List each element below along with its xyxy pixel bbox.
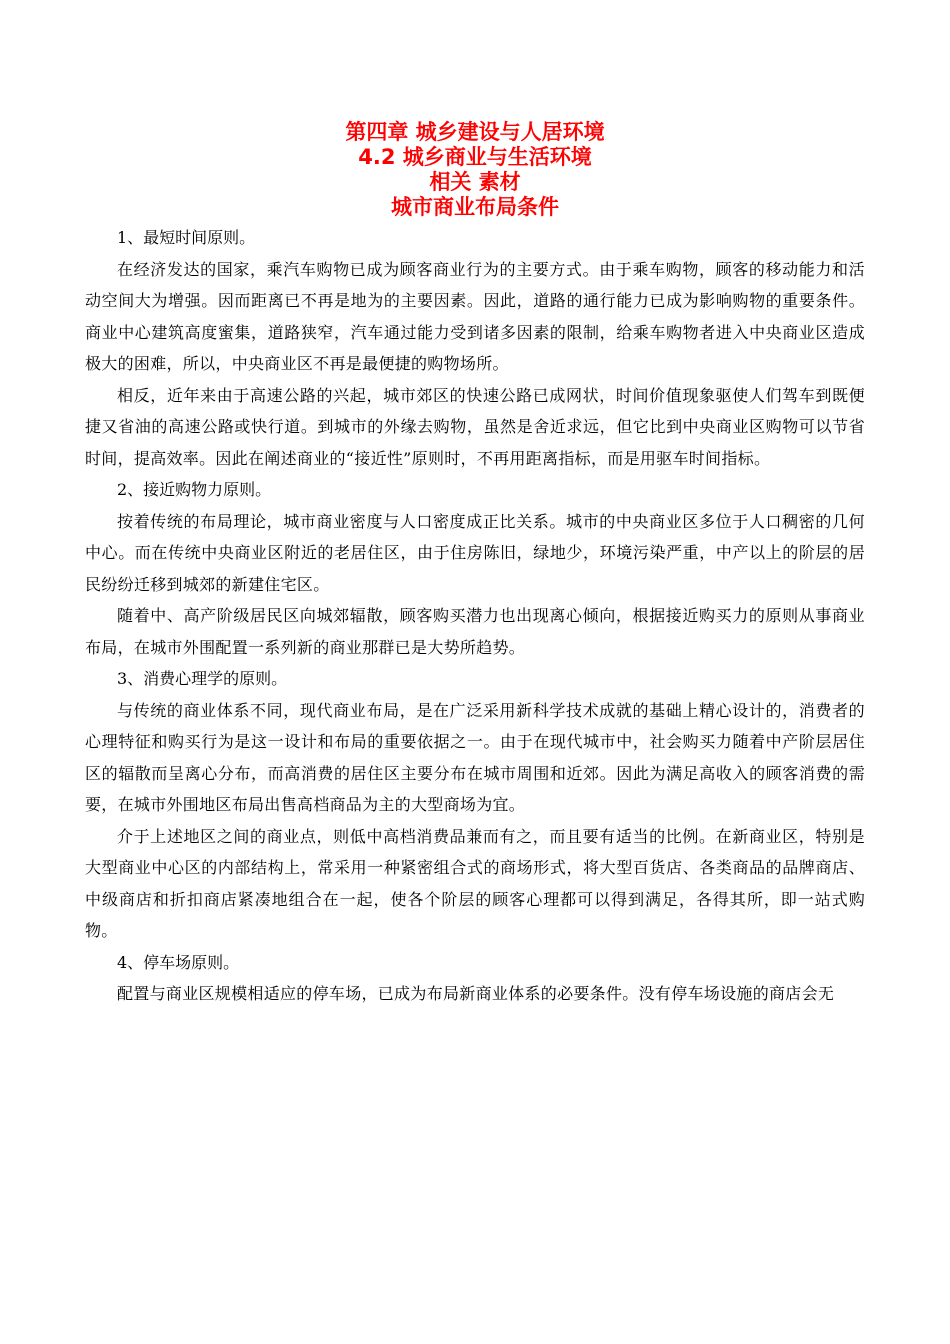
document-body: [85, 222, 865, 1010]
section-heading-2: 2、接近购物力原则。: [117, 480, 272, 499]
chapter-title: 第四章 城乡建设与人居环境: [345, 120, 605, 144]
section-heading-1: 1、最短时间原则。: [117, 228, 256, 247]
section-heading-4: 4、停车场原则。: [117, 952, 240, 972]
title-block: [0, 120, 950, 220]
paragraph: 随着中、高产阶级居民区向城郊辐散，顾客购买潜力也出现离心倾向，根据接近购买力的原则从事商业布局，在城市外围配置一系列新的商业那群已是大势所趋势。: [85, 606, 865, 657]
paragraph: 与传统的商业体系不同，现代商业布局，是在广泛采用新科学技术成就的基础上精心设计的，消费者的心理特征和购买行为是这一设计和布局的重要依据之一。由于在现代城市中，社会购买力随着中产阶层居住区的辐散而呈离心分布，而高消费的居住区主要分布在城市周围和近郊。因此为满足高收入的顾客消费的需要，在城市外围地区布局出售高档商品为主的大型商场为宜。: [85, 700, 865, 814]
material-label: 相关 素材: [429, 170, 521, 194]
paragraph: 按着传统的布局理论，城市商业密度与人口密度成正比关系。城市的中央商业区多位于人口稠密的几何中心。而在传统中央商业区附近的老居住区，由于住房陈旧，绿地少，环境污染严重，中产以上的阶层的居民纷纷迁移到城郊的新建住宅区。: [85, 511, 865, 594]
paragraph: 介于上述地区之间的商业点，则低中高档消费品兼而有之，而且要有适当的比例。在新商业区，特别是大型商业中心区的内部结构上，常采用一种紧密组合式的商场形式，将大型百货店、各类商品的品牌商店、中级商店和折扣商店紧凑地组合在一起，使各个阶层的顾客心理都可以得到满足，各得其所，即一站式购物。: [85, 826, 865, 940]
section-title: 4.2 城乡商业与生活环境: [358, 145, 592, 169]
paragraph: 在经济发达的国家，乘汽车购物已成为顾客商业行为的主要方式。由于乘车购物，顾客的移动能力和活动空间大为增强。因而距离已不再是地为的主要因素。因此，道路的通行能力已成为影响购物的重要条件。商业中心建筑高度蜜集，道路狭窄，汽车通过能力受到诸多因素的限制，给乘车购物者进入中央商业区造成极大的困难，所以，中央商业区不再是最便捷的购物场所。: [85, 259, 865, 373]
paragraph: 相反，近年来由于高速公路的兴起，城市郊区的快速公路已成网状，时间价值现象驱使人们驾车到既便捷又省油的高速公路或快行道。到城市的外缘去购物，虽然是舍近求远，但它比到中央商业区购物可以节省时间，提高效率。因此在阐述商业的“接近性”原则时，不再用距离指标，而是用驱车时间指标。: [85, 385, 865, 468]
paragraph: 配置与商业区规模相适应的停车场，已成为布局新商业体系的必要条件。没有停车场设施的商店会无: [117, 984, 835, 1003]
section-heading-3: 3、消费心理学的原则。: [117, 669, 288, 688]
topic-title: 城市商业布局条件: [391, 195, 559, 219]
